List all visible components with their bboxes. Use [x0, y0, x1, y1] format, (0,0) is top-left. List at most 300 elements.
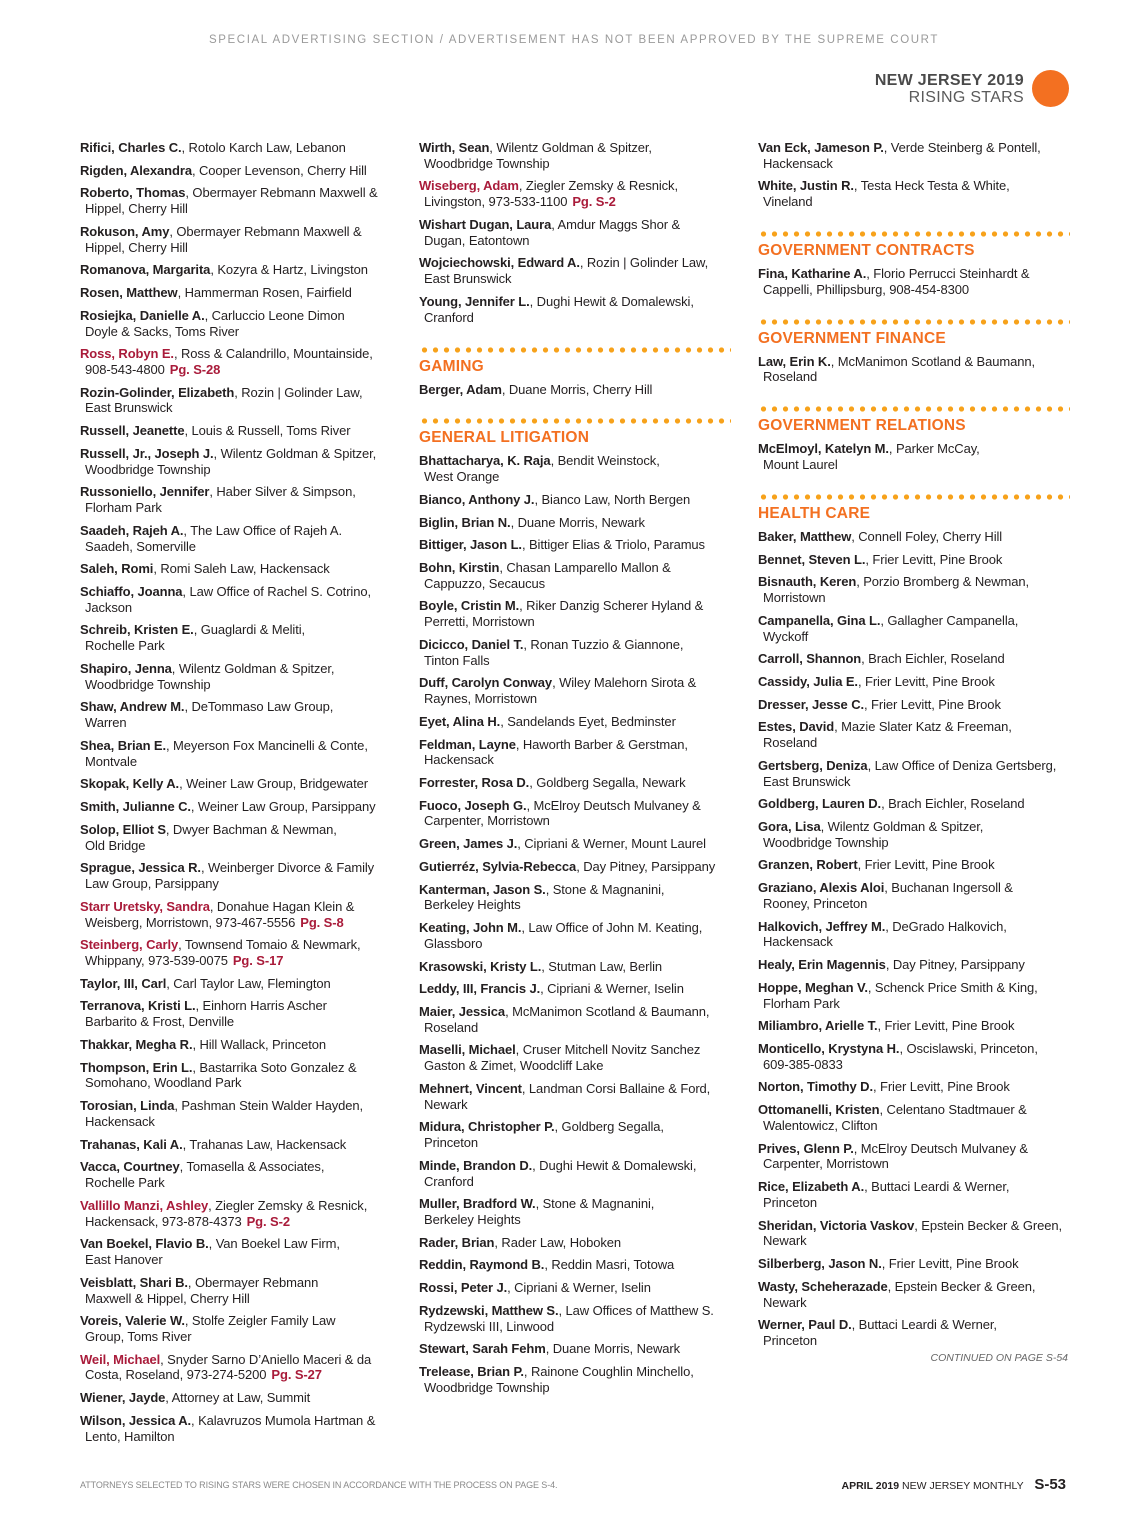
- attorney-entry: [80, 1413, 400, 1445]
- attorney-entry: [419, 492, 739, 508]
- firm-location: , Testa Heck Testa & White,: [853, 178, 1010, 194]
- firm-location: , Riker Danzig Scherer Hyland &: [519, 598, 704, 614]
- attorney-entry: [419, 140, 739, 172]
- entry-continuation: [80, 677, 400, 693]
- attorney-entry: [758, 1018, 1078, 1034]
- firm-location-cont: Rooney, Princeton: [763, 895, 868, 911]
- firm-location: , Dughi Hewit & Domalewski,: [532, 1157, 697, 1173]
- firm-location: , Celentano Stadtmauer &: [879, 1102, 1027, 1118]
- attorney-entry: [419, 920, 739, 952]
- entry-continuation: [80, 1291, 400, 1307]
- firm-location: , Brach Eichler, Roseland: [861, 651, 1005, 667]
- attorney-name: White, Justin R.: [758, 178, 854, 194]
- attorney-entry: [419, 1119, 739, 1151]
- firm-location-cont: Glassboro: [424, 935, 483, 951]
- firm-location: , Weiner Law Group, Parsippany: [190, 799, 376, 815]
- firm-location: , Snyder Sarno D’Aniello Maceri & da: [160, 1351, 372, 1367]
- attorney-name: Halkovich, Jeffrey M.: [758, 918, 886, 934]
- section-heading: HEALTH CARE: [758, 504, 871, 522]
- attorney-name: Prives, Glenn P.: [758, 1140, 854, 1156]
- attorney-name: Rydzewski, Matthew S.: [419, 1302, 559, 1318]
- firm-location: , Kozyra & Hartz, Livingston: [210, 262, 368, 278]
- firm-location-cont: Woodbridge Township: [85, 461, 211, 477]
- firm-location-cont: Woodbridge Township: [424, 155, 550, 171]
- page-number: S-53: [1034, 1476, 1066, 1493]
- attorney-entry: [419, 560, 739, 592]
- entry-continuation: [80, 1367, 400, 1383]
- firm-location-cont: Hippel, Cherry Hill: [85, 201, 188, 217]
- firm-location-cont: Walentowicz, Clifton: [763, 1117, 878, 1133]
- firm-location-cont: Jackson: [85, 599, 132, 615]
- firm-location: , Law Office of John M. Keating,: [521, 920, 703, 936]
- firm-location: , Cipriani & Werner, Iselin: [540, 981, 684, 997]
- entry-continuation: [80, 500, 400, 516]
- attorney-entry: [80, 385, 400, 417]
- firm-location: , Duane Morris, Cherry Hill: [501, 381, 653, 397]
- firm-location: , Rotolo Karch Law, Lebanon: [181, 140, 346, 155]
- attorney-entry: [758, 1102, 1078, 1134]
- firm-location: , Day Pitney, Parsippany: [885, 957, 1025, 973]
- attorney-entry: [419, 1280, 739, 1296]
- orange-circle-logo-icon: [1032, 70, 1069, 107]
- entry-continuation: [419, 194, 739, 210]
- firm-location-cont: Vineland: [763, 194, 813, 210]
- attorney-entry: [758, 651, 1078, 667]
- attorney-entry: [419, 775, 739, 791]
- attorney-name: Bennet, Steven L.: [758, 551, 866, 567]
- attorney-name: Rice, Elizabeth A.: [758, 1179, 865, 1195]
- firm-location: , Cipriani & Werner, Iselin: [507, 1280, 651, 1296]
- attorney-name: Gutierréz, Sylvia-Rebecca: [419, 858, 577, 874]
- entry-continuation: [419, 691, 739, 707]
- firm-location: , Gallagher Campanella,: [880, 612, 1019, 628]
- footer-magazine: NEW JERSEY MONTHLY: [902, 1480, 1024, 1492]
- attorney-name: Rifici, Charles C.: [80, 140, 182, 155]
- attorney-name: Shea, Brian E.: [80, 737, 167, 753]
- attorney-entry: [758, 1079, 1078, 1095]
- attorney-entry: [419, 1341, 739, 1357]
- firm-location-cont: 908-543-4800: [85, 362, 165, 377]
- attorney-entry: [758, 354, 1078, 386]
- firm-location: , McManimon Scotland & Baumann,: [830, 353, 1035, 369]
- firm-location-cont: Hackensack: [424, 752, 494, 768]
- attorney-name: Norton, Timothy D.: [758, 1079, 873, 1095]
- firm-location-cont: Lento, Hamilton: [85, 1428, 175, 1444]
- firm-location: , Bastarrika Soto Gonzalez &: [192, 1059, 357, 1075]
- attorney-name: Monticello, Krystyna H.: [758, 1040, 900, 1056]
- attorney-name: Sheridan, Victoria Vaskov: [758, 1217, 915, 1233]
- firm-location: , Frier Levitt, Pine Brook: [857, 673, 995, 689]
- listing-column-3: [758, 140, 1078, 1364]
- footer-issue: APRIL 2019: [841, 1480, 900, 1492]
- firm-location-cont: Hackensack: [85, 1113, 155, 1129]
- entry-continuation: [80, 1175, 400, 1191]
- profile-page-ref: Pg. S-27: [271, 1367, 322, 1383]
- firm-location: , DeTommaso Law Group,: [184, 699, 334, 715]
- firm-location: , Wilentz Goldman & Spitzer,: [489, 140, 652, 155]
- firm-location: , Brach Eichler, Roseland: [881, 796, 1025, 812]
- firm-location: , Tomasella & Associates,: [179, 1159, 325, 1175]
- attorney-name: Torosian, Linda: [80, 1098, 175, 1114]
- firm-location-cont: Group, Toms River: [85, 1328, 192, 1344]
- attorney-name: Silberberg, Jason N.: [758, 1256, 882, 1272]
- dotted-divider: [758, 494, 1070, 500]
- entry-continuation: [758, 735, 1078, 751]
- firm-location: , Porzio Bromberg & Newman,: [856, 574, 1030, 590]
- attorney-name: Berger, Adam: [419, 381, 502, 397]
- firm-location-cont: Somohano, Woodland Park: [85, 1075, 242, 1091]
- attorney-entry: [419, 1303, 739, 1335]
- attorney-entry: [758, 529, 1078, 545]
- profile-page-ref: Pg. S-8: [300, 914, 344, 930]
- attorney-name: Wiener, Jayde: [80, 1390, 166, 1406]
- entry-continuation: [758, 1233, 1078, 1249]
- firm-location: , Bendit Weinstock,: [550, 453, 660, 469]
- firm-location: , Townsend Tomaio & Newmark,: [178, 937, 361, 953]
- attorney-entry: [80, 1236, 400, 1268]
- entry-continuation: [758, 194, 1078, 210]
- attorney-entry: [419, 255, 739, 287]
- practice-section: [758, 231, 1078, 298]
- firm-location: , Buchanan Ingersoll &: [884, 880, 1013, 896]
- attorney-name: Steinberg, Carly: [80, 937, 179, 953]
- attorney-name: Baker, Matthew: [758, 528, 852, 544]
- attorney-name: Reddin, Raymond B.: [419, 1257, 545, 1273]
- firm-location-cont: Berkeley Heights: [424, 897, 521, 913]
- attorney-entry: [419, 598, 739, 630]
- attorney-name: Gertsberg, Deniza: [758, 757, 868, 773]
- firm-location: , Stone & Magnanini,: [545, 881, 665, 897]
- attorney-name: Leddy, III, Francis J.: [419, 981, 541, 997]
- attorney-name: Schreib, Kristen E.: [80, 622, 194, 638]
- practice-section: [758, 319, 1078, 386]
- attorney-name: Schiaffo, Joanna: [80, 584, 183, 599]
- attorney-entry: [80, 776, 400, 792]
- firm-location-cont: Woodbridge Township: [424, 1379, 550, 1395]
- firm-location: , Reddin Masri, Totowa: [544, 1257, 675, 1273]
- firm-location: , DeGrado Halkovich,: [885, 918, 1007, 934]
- firm-location: , Duane Morris, Newark: [510, 514, 645, 530]
- firm-location: , Haworth Barber & Gerstman,: [515, 736, 688, 752]
- firm-location: , Wilentz Goldman & Spitzer,: [820, 818, 984, 834]
- firm-location: , Rader Law, Hoboken: [494, 1234, 622, 1250]
- attorney-name: Wojciechowski, Edward A.: [419, 255, 580, 271]
- firm-location: , Chasan Lamparello Mallon &: [499, 559, 671, 575]
- attorney-entry: [80, 446, 400, 478]
- firm-location: , Frier Levitt, Pine Brook: [857, 857, 995, 873]
- entry-continuation: [80, 638, 400, 654]
- entry-continuation: [419, 310, 739, 326]
- firm-location: , Carl Taylor Law, Flemington: [166, 975, 331, 991]
- attorney-name: Bittiger, Jason L.: [419, 537, 522, 553]
- attorney-entry: [80, 1098, 400, 1130]
- firm-location: , Verde Steinberg & Pontell,: [883, 140, 1041, 155]
- attorney-entry: [80, 308, 400, 340]
- entry-continuation: [419, 576, 739, 592]
- attorney-name: Rosen, Matthew: [80, 285, 178, 301]
- attorney-name: Taylor, III, Carl: [80, 975, 167, 991]
- firm-location-cont: Rochelle Park: [85, 1175, 165, 1191]
- attorney-name: Rigden, Alexandra: [80, 162, 192, 178]
- firm-location-cont: East Brunswick: [85, 400, 173, 416]
- firm-location: , Law Office of Rachel S. Cotrino,: [182, 584, 371, 599]
- firm-location-cont: Hackensack: [763, 155, 833, 171]
- firm-location-cont: Saadeh, Somerville: [85, 538, 196, 554]
- firm-location-cont: Dugan, Eatontown: [424, 232, 530, 248]
- attorney-entry: [80, 622, 400, 654]
- attorney-name: Bohn, Kirstin: [419, 559, 500, 575]
- attorney-entry: [758, 574, 1078, 606]
- section-heading: GOVERNMENT RELATIONS: [758, 417, 966, 435]
- entry-continuation: [80, 462, 400, 478]
- attorney-name: Bhattacharya, K. Raja: [419, 453, 551, 469]
- attorney-entry: [80, 1390, 400, 1406]
- attorney-entry: [80, 484, 400, 516]
- firm-location: , The Law Office of Rajeh A.: [183, 522, 342, 538]
- attorney-name: Eyet, Alina H.: [419, 713, 501, 729]
- entry-continuation: [419, 156, 739, 172]
- listing-block: [80, 140, 400, 1444]
- entry-continuation: [80, 539, 400, 555]
- brand-title: NEW JERSEY 2019: [874, 72, 1024, 89]
- attorney-entry: [80, 1037, 400, 1053]
- firm-location-cont: Livingston, 973-533-1100: [424, 194, 568, 210]
- attorney-entry: [758, 880, 1078, 912]
- attorney-entry: [80, 976, 400, 992]
- attorney-entry: [758, 1317, 1078, 1349]
- firm-location: , Goldberg Segalla,: [554, 1119, 664, 1135]
- firm-location-cont: Woodbridge Township: [85, 676, 211, 692]
- attorney-name: Hoppe, Meghan V.: [758, 979, 868, 995]
- firm-location: , Mazie Slater Katz & Freeman,: [834, 719, 1012, 735]
- attorney-entry: [758, 140, 1078, 172]
- attorney-name: Mehnert, Vincent: [419, 1080, 522, 1096]
- attorney-name: Goldberg, Lauren D.: [758, 796, 882, 812]
- firm-location-cont: Cappelli, Phillipsburg, 908-454-8300: [763, 281, 969, 297]
- attorney-name: Forrester, Rosa D.: [419, 774, 530, 790]
- firm-location-cont: Newark: [424, 1096, 468, 1112]
- entry-continuation: [419, 271, 739, 287]
- firm-location-cont: 609-385-0833: [763, 1056, 843, 1072]
- attorney-name: Keating, John M.: [419, 920, 522, 936]
- firm-location: , Donahue Hagan Klein &: [209, 898, 355, 914]
- profile-page-ref: Pg. S-2: [572, 194, 616, 210]
- firm-location-cont: Mount Laurel: [763, 457, 838, 473]
- attorney-entry: [80, 140, 400, 156]
- firm-location: , Florio Perrucci Steinhardt &: [866, 266, 1030, 282]
- attorney-entry: [758, 1179, 1078, 1211]
- firm-location: , Hammerman Rosen, Fairfield: [177, 285, 352, 301]
- firm-location-cont: Florham Park: [763, 995, 840, 1011]
- attorney-entry: [80, 163, 400, 179]
- attorney-name: Boyle, Cristin M.: [419, 598, 520, 614]
- firm-location-cont: Warren: [85, 715, 127, 731]
- listing-block: [758, 140, 1078, 210]
- attorney-name: Feldman, Layne: [419, 736, 516, 752]
- firm-location-cont: Wyckoff: [763, 628, 809, 644]
- profile-page-ref: Pg. S-17: [232, 953, 284, 969]
- entry-continuation: [80, 240, 400, 256]
- attorney-entry: [758, 552, 1078, 568]
- attorney-entry: [758, 1218, 1078, 1250]
- attorney-name: Trelease, Brian P.: [419, 1364, 524, 1380]
- entry-continuation: [758, 457, 1078, 473]
- entry-continuation: [80, 915, 400, 931]
- attorney-entry: [419, 959, 739, 975]
- firm-location: , Schenck Price Smith & King,: [867, 979, 1038, 995]
- firm-location: , Trahanas Law, Hackensack: [182, 1136, 347, 1152]
- section-heading: GAMING: [419, 357, 484, 375]
- attorney-entry: [80, 285, 400, 301]
- attorney-entry: [80, 661, 400, 693]
- attorney-entry: [80, 822, 400, 854]
- attorney-name: Duff, Carolyn Conway: [419, 675, 553, 691]
- attorney-name: Weil, Michael: [80, 1351, 161, 1367]
- attorney-entry: [80, 1352, 400, 1384]
- firm-location-cont: Maxwell & Hippel, Cherry Hill: [85, 1290, 250, 1306]
- entry-continuation: [758, 996, 1078, 1012]
- attorney-name: Campanella, Gina L.: [758, 612, 881, 628]
- section-heading: GOVERNMENT CONTRACTS: [758, 242, 975, 260]
- firm-location: , Buttaci Leardi & Werner,: [864, 1179, 1010, 1195]
- firm-location-cont: Roseland: [424, 1019, 479, 1035]
- firm-location-cont: Old Bridge: [85, 837, 146, 853]
- firm-location: , Rainone Coughlin Minchello,: [523, 1364, 694, 1380]
- firm-location: , McManimon Scotland & Baumann,: [505, 1003, 710, 1019]
- firm-location: , Weinberger Divorce & Family: [200, 860, 375, 876]
- firm-location: , Frier Levitt, Pine Brook: [877, 1018, 1015, 1034]
- entry-continuation: [758, 282, 1078, 298]
- entry-continuation: [758, 1333, 1078, 1349]
- entry-continuation: [80, 838, 400, 854]
- attorney-entry: [80, 860, 400, 892]
- attorney-name: Vacca, Courtney: [80, 1159, 180, 1175]
- attorney-entry: [80, 998, 400, 1030]
- attorney-entry: [419, 515, 739, 531]
- attorney-entry: [758, 796, 1078, 812]
- attorney-entry: [80, 1137, 400, 1153]
- attorney-name: Wirth, Sean: [419, 140, 490, 155]
- entry-continuation: [419, 1135, 739, 1151]
- firm-location-cont: Cranford: [424, 1173, 474, 1189]
- firm-location-cont: Costa, Roseland, 973-274-5200: [85, 1367, 267, 1383]
- attorney-entry: [758, 697, 1078, 713]
- profile-page-ref: Pg. S-2: [246, 1213, 290, 1229]
- firm-location-cont: East Brunswick: [424, 271, 512, 287]
- firm-location: , Parker McCay,: [888, 441, 980, 457]
- firm-location: , Ronan Tuzzio & Giannone,: [523, 636, 684, 652]
- attorney-entry: [80, 1060, 400, 1092]
- attorney-entry: [419, 737, 739, 769]
- firm-location: , Rozin | Golinder Law,: [579, 255, 709, 271]
- attorney-entry: [419, 382, 739, 398]
- attorney-entry: [80, 224, 400, 256]
- firm-location-cont: Law Group, Parsippany: [85, 876, 219, 892]
- profile-page-ref: Pg. S-28: [169, 362, 221, 377]
- dotted-divider: [758, 231, 1070, 237]
- firm-location-cont: Woodbridge Township: [763, 834, 889, 850]
- firm-location-cont: Gaston & Zimet, Woodcliff Lake: [424, 1058, 604, 1074]
- section-heading: GOVERNMENT FINANCE: [758, 329, 946, 347]
- attorney-name: Vallillo Manzi, Ashley: [80, 1197, 209, 1213]
- attorney-name: Van Eck, Jameson P.: [758, 140, 884, 155]
- firm-location-cont: Roseland: [763, 369, 818, 385]
- entry-continuation: [419, 653, 739, 669]
- attorney-name: Russoniello, Jennifer: [80, 484, 210, 500]
- attorney-entry: [419, 1196, 739, 1228]
- advertising-notice: SPECIAL ADVERTISING SECTION / ADVERTISEMENT HAS NOT BEEN APPROVED BY THE SUPREME COURT: [208, 34, 939, 46]
- firm-location-cont: Morristown: [763, 590, 826, 606]
- attorney-entry: [419, 1257, 739, 1273]
- section-brand: [875, 72, 1024, 106]
- attorney-entry: [80, 584, 400, 616]
- firm-location: , Ross & Calandrillo, Mountainside,: [173, 346, 373, 362]
- firm-location: , Landman Corsi Ballaine & Ford,: [521, 1080, 711, 1096]
- attorney-entry: [758, 919, 1078, 951]
- attorney-name: Starr Uretsky, Sandra: [80, 898, 210, 914]
- firm-location: , Law Office of Deniza Gertsberg,: [867, 757, 1057, 773]
- continued-note: CONTINUED ON PAGE S-54: [930, 1351, 1068, 1364]
- attorney-entry: [758, 613, 1078, 645]
- attorney-name: Russell, Jr., Joseph J.: [80, 445, 214, 461]
- attorney-name: Werner, Paul D.: [758, 1317, 852, 1333]
- firm-location-cont: Roseland: [763, 735, 818, 751]
- dotted-divider: [758, 319, 1070, 325]
- practice-section: [758, 494, 1078, 1349]
- attorney-name: Shapiro, Jenna: [80, 660, 172, 676]
- entry-continuation: [80, 1014, 400, 1030]
- firm-location: , Ziegler Zemsky & Resnick,: [518, 178, 678, 194]
- entry-continuation: [758, 590, 1078, 606]
- entry-continuation: [419, 233, 739, 249]
- attorney-name: Romanova, Margarita: [80, 262, 211, 278]
- attorney-entry: [419, 859, 739, 875]
- attorney-name: Wishart Dugan, Laura: [419, 216, 552, 232]
- firm-location: , Oscislawski, Princeton,: [899, 1040, 1038, 1056]
- firm-location-cont: Hackensack, 973-878-4373: [85, 1213, 242, 1229]
- attorney-entry: [80, 1198, 400, 1230]
- attorney-name: Solop, Elliot S: [80, 821, 166, 837]
- attorney-entry: [758, 674, 1078, 690]
- attorney-entry: [419, 675, 739, 707]
- entry-continuation: [758, 896, 1078, 912]
- attorney-entry: [758, 1141, 1078, 1173]
- entry-continuation: [80, 362, 400, 378]
- firm-location-cont: Carpenter, Morristown: [763, 1156, 889, 1172]
- attorney-entry: [80, 561, 400, 577]
- entry-continuation: [758, 774, 1078, 790]
- entry-continuation: [419, 752, 739, 768]
- attorney-entry: [419, 217, 739, 249]
- attorney-name: Saleh, Romi: [80, 561, 154, 577]
- entry-continuation: [758, 1156, 1078, 1172]
- firm-location: , Obermayer Rebmann Maxwell &: [169, 223, 362, 239]
- attorney-name: Voreis, Valerie W.: [80, 1313, 185, 1329]
- entry-continuation: [758, 369, 1078, 385]
- firm-location: , Einhorn Harris Ascher: [195, 998, 327, 1014]
- attorney-entry: [80, 899, 400, 931]
- attorney-name: Smith, Julianne C.: [80, 799, 191, 815]
- attorney-entry: [419, 1364, 739, 1396]
- firm-location: , Epstein Becker & Green,: [887, 1278, 1036, 1294]
- firm-location: , Stutman Law, Berlin: [541, 958, 663, 974]
- attorney-entry: [80, 1275, 400, 1307]
- entry-continuation: [80, 1214, 400, 1230]
- attorney-name: Gora, Lisa: [758, 818, 821, 834]
- firm-location: , Goldberg Segalla, Newark: [529, 774, 686, 790]
- attorney-name: Maselli, Michael: [419, 1042, 516, 1058]
- attorney-name: Dicicco, Daniel T.: [419, 636, 524, 652]
